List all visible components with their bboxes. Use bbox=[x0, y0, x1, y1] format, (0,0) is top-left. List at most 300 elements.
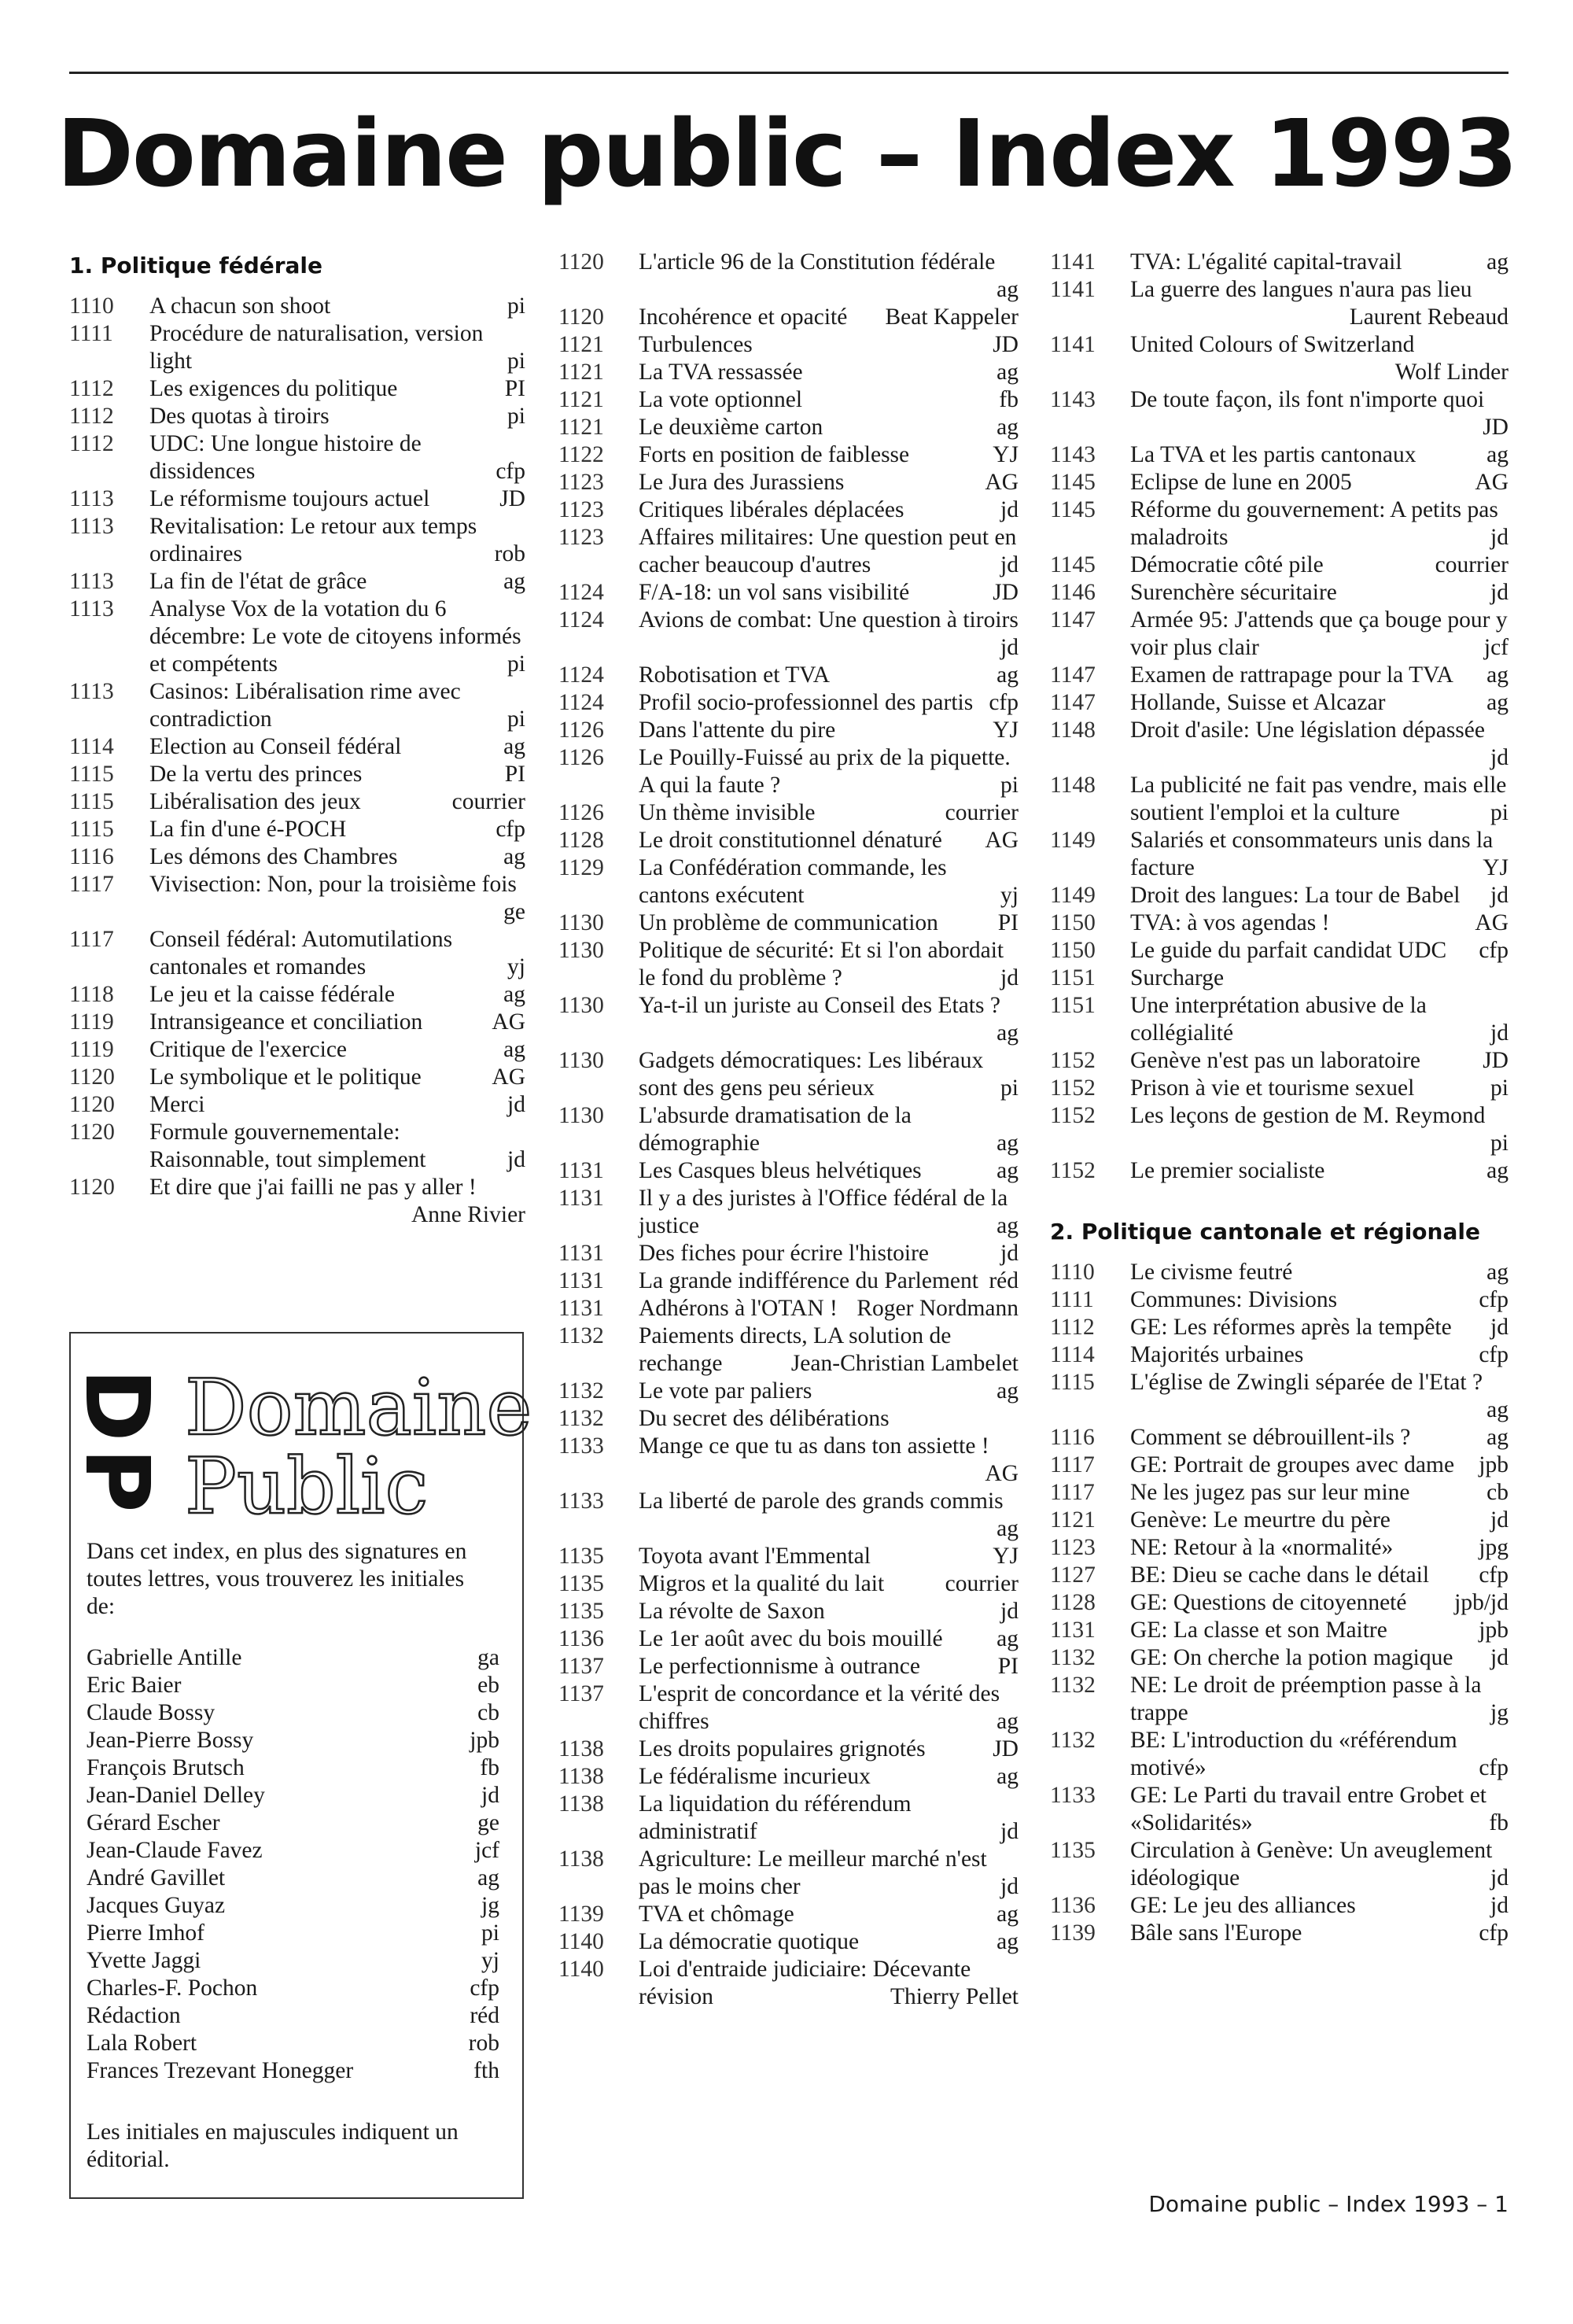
entry-body bbox=[1130, 689, 1509, 717]
entry-title: Mange ce que tu as dans ton assiette ! bbox=[639, 1433, 989, 1459]
entry-title: TVA: à vos agendas ! bbox=[1130, 910, 1330, 935]
entry-body bbox=[639, 441, 1019, 469]
entry-body bbox=[149, 1064, 525, 1091]
index-entry bbox=[1050, 1644, 1509, 1672]
entry-signature: jd bbox=[1490, 745, 1509, 770]
entry-signature: jd bbox=[1490, 580, 1509, 605]
entry-signature: ag bbox=[503, 734, 525, 759]
entry-signature: ag bbox=[996, 1902, 1019, 1927]
entry-signature: jd bbox=[1000, 1874, 1019, 1899]
index-entry bbox=[1050, 772, 1509, 827]
entry-body bbox=[639, 1157, 1019, 1185]
entry-signature: ag bbox=[996, 1764, 1019, 1789]
entry-title: Affaires militaires: Une question peut en cacher beaucoup d'autres bbox=[639, 525, 1017, 577]
entry-body bbox=[639, 1791, 1019, 1846]
issue-number: 1130 bbox=[558, 910, 604, 935]
issue-number: 1110 bbox=[1050, 1260, 1095, 1285]
entry-signature: pi bbox=[1490, 800, 1509, 825]
entry-body bbox=[639, 1240, 1019, 1267]
entry-title: La TVA et les partis cantonaux bbox=[1130, 442, 1416, 467]
entry-title: BE: Dieu se cache dans le détail bbox=[1130, 1562, 1430, 1588]
issue-number: 1148 bbox=[1050, 717, 1096, 743]
entry-body bbox=[1130, 1424, 1509, 1452]
issue-number: 1124 bbox=[558, 580, 604, 605]
entry-signature: yj bbox=[507, 954, 525, 979]
entry-body bbox=[639, 304, 1019, 331]
issue-number: 1152 bbox=[1050, 1048, 1096, 1073]
top-rule bbox=[69, 72, 1509, 74]
entry-signature: jd bbox=[1490, 1865, 1509, 1891]
entry-title: Hollande, Suisse et Alcazar bbox=[1130, 690, 1386, 715]
entry-title: Droit des langues: La tour de Babel bbox=[1130, 883, 1461, 908]
entry-title: GE: La classe et son Maitre bbox=[1130, 1618, 1387, 1643]
issue-number: 1126 bbox=[558, 717, 604, 743]
issue-number: 1115 bbox=[69, 817, 114, 842]
entry-signature: rob bbox=[494, 541, 525, 566]
index-entry bbox=[69, 1174, 525, 1229]
entry-title: Salariés et consommateurs unis dans la facture bbox=[1130, 828, 1494, 880]
entry-title: Des fiches pour écrire l'histoire bbox=[639, 1241, 930, 1266]
entry-title: Agriculture: Le meilleur marché n'est pas le moins cher bbox=[639, 1846, 987, 1899]
index-entry bbox=[1050, 1047, 1509, 1075]
entry-title: Merci bbox=[149, 1092, 205, 1117]
entry-body bbox=[1130, 827, 1509, 882]
entry-signature: ag bbox=[996, 1213, 1019, 1238]
entry-title: Surenchère sécuritaire bbox=[1130, 580, 1337, 605]
entry-body bbox=[1130, 1102, 1509, 1157]
index-entry bbox=[1050, 1589, 1509, 1617]
entry-body bbox=[639, 1102, 1019, 1157]
index-entry bbox=[69, 596, 525, 678]
entry-title: L'esprit de concordance et la vérité des chiffres bbox=[639, 1681, 1000, 1734]
index-entry bbox=[558, 1543, 1019, 1570]
entry-signature: jd bbox=[1490, 1645, 1509, 1670]
entry-title: Intransigeance et conciliation bbox=[149, 1009, 423, 1035]
entry-body bbox=[149, 816, 525, 843]
issue-number: 1141 bbox=[1050, 277, 1096, 302]
issue-number: 1127 bbox=[1050, 1562, 1096, 1588]
index-entry bbox=[558, 744, 1019, 799]
entry-body bbox=[1130, 496, 1509, 551]
entry-title: F/A-18: un vol sans visibilité bbox=[639, 580, 910, 605]
index-entry bbox=[1050, 1534, 1509, 1562]
entry-signature: cfp bbox=[989, 690, 1019, 715]
entry-title: Surcharge bbox=[1130, 965, 1225, 990]
entry-body bbox=[1130, 1920, 1509, 1947]
contributor-row bbox=[87, 2030, 499, 2057]
entry-body bbox=[1130, 772, 1509, 827]
index-entry bbox=[1050, 662, 1509, 689]
entry-signature: jd bbox=[1490, 1507, 1509, 1533]
entry-signature: jd bbox=[1000, 965, 1019, 990]
issue-number: 1147 bbox=[1050, 607, 1096, 633]
entry-title: Turbulences bbox=[639, 332, 753, 357]
index-entry bbox=[558, 1185, 1019, 1240]
entry-title: Genève: Le meurtre du père bbox=[1130, 1507, 1391, 1533]
index-entry bbox=[69, 430, 525, 485]
contributor-initials: pi bbox=[481, 1920, 499, 1946]
issue-number: 1123 bbox=[1050, 1535, 1096, 1560]
contributor-row bbox=[87, 2057, 499, 2085]
issue-number: 1115 bbox=[69, 789, 114, 814]
entry-title: La démocratie quotique bbox=[639, 1929, 860, 1954]
contributor-name: Jean-Claude Favez bbox=[87, 1838, 263, 1863]
index-entry bbox=[1050, 937, 1509, 965]
entry-title: La grande indifférence du Parlement bbox=[639, 1268, 978, 1293]
entry-title: Toyota avant l'Emmental bbox=[639, 1544, 871, 1569]
contributor-row bbox=[87, 1672, 499, 1699]
issue-number: 1130 bbox=[558, 1048, 604, 1073]
issue-number: 1120 bbox=[69, 1120, 115, 1145]
entry-signature: YJ bbox=[993, 442, 1019, 467]
entry-body bbox=[1130, 331, 1509, 386]
index-entry bbox=[69, 1064, 525, 1091]
index-entry bbox=[1050, 441, 1509, 469]
index-entry bbox=[1050, 1617, 1509, 1644]
index-entry bbox=[1050, 1341, 1509, 1369]
section-heading: 2. Politique cantonale et régionale bbox=[1050, 1219, 1480, 1245]
entry-title: Le fédéralisme incurieux bbox=[639, 1764, 871, 1789]
entry-signature: pi bbox=[1490, 1131, 1509, 1156]
index-entry bbox=[558, 1295, 1019, 1322]
entry-title: La TVA ressassée bbox=[639, 360, 803, 385]
issue-number: 1119 bbox=[69, 1037, 114, 1062]
entry-body bbox=[1130, 909, 1509, 937]
index-entry bbox=[558, 854, 1019, 909]
entry-title: Formule gouvernementale: Raisonnable, tout simplement bbox=[149, 1120, 426, 1172]
entry-title: Les exigences du politique bbox=[149, 376, 398, 401]
entry-title: Le premier socialiste bbox=[1130, 1158, 1325, 1183]
issue-number: 1145 bbox=[1050, 552, 1096, 577]
entry-title: Le civisme feutré bbox=[1130, 1260, 1293, 1285]
entry-body bbox=[149, 761, 525, 788]
entry-title: Prison à vie et tourisme sexuel bbox=[1130, 1075, 1415, 1101]
entry-signature: JD bbox=[993, 1736, 1019, 1761]
entry-signature: Jean-Christian Lambelet bbox=[790, 1351, 1019, 1376]
entry-signature: YJ bbox=[993, 717, 1019, 743]
index-entry bbox=[558, 1047, 1019, 1102]
entry-signature: courrier bbox=[945, 800, 1019, 825]
issue-number: 1116 bbox=[69, 844, 114, 869]
contributor-name: Gérard Escher bbox=[87, 1810, 220, 1835]
issue-number: 1120 bbox=[69, 1175, 115, 1200]
entry-body bbox=[1130, 1534, 1509, 1562]
entry-title: A chacun son shoot bbox=[149, 293, 331, 319]
entry-title: La Confédération commande, les cantons exécutent bbox=[639, 855, 947, 908]
issue-number: 1146 bbox=[1050, 580, 1096, 605]
entry-title: Casinos: Libéralisation rime avec contradiction bbox=[149, 679, 461, 732]
entry-signature: jd bbox=[1000, 1819, 1019, 1844]
issue-number: 1120 bbox=[69, 1064, 115, 1090]
index-entry bbox=[1050, 1479, 1509, 1507]
index-entry bbox=[1050, 1424, 1509, 1452]
issue-number: 1138 bbox=[558, 1791, 604, 1817]
entry-title: Majorités urbaines bbox=[1130, 1342, 1304, 1367]
index-entry bbox=[558, 1322, 1019, 1378]
entry-title: Droit d'asile: Une législation dépassée bbox=[1130, 717, 1485, 743]
entry-signature: ag bbox=[996, 1516, 1019, 1541]
issue-number: 1138 bbox=[558, 1846, 604, 1872]
issue-number: 1140 bbox=[558, 1929, 604, 1954]
entry-title: UDC: Une longue histoire de dissidences bbox=[149, 431, 422, 484]
entry-signature: AG bbox=[985, 470, 1019, 495]
index-entry bbox=[1050, 689, 1509, 717]
issue-number: 1124 bbox=[558, 662, 604, 688]
entry-body bbox=[149, 375, 525, 403]
entry-body bbox=[1130, 276, 1509, 331]
entry-signature: fb bbox=[999, 387, 1019, 412]
entry-signature: jd bbox=[1000, 552, 1019, 577]
entry-body bbox=[149, 871, 525, 926]
entry-title: Le Jura des Jurassiens bbox=[639, 470, 845, 495]
issue-number: 1149 bbox=[1050, 828, 1096, 853]
issue-number: 1113 bbox=[69, 514, 114, 539]
entry-body bbox=[639, 359, 1019, 386]
page-title: Domaine public – Index 1993 bbox=[56, 99, 1517, 208]
entry-title: La révolte de Saxon bbox=[639, 1599, 825, 1624]
issue-number: 1112 bbox=[69, 431, 114, 456]
index-entry bbox=[558, 1763, 1019, 1791]
index-entry bbox=[558, 441, 1019, 469]
index-entry bbox=[1050, 249, 1509, 276]
entry-body bbox=[1130, 386, 1509, 441]
entry-signature: cfp bbox=[1479, 938, 1509, 963]
entry-body bbox=[1130, 965, 1509, 992]
index-entry bbox=[558, 524, 1019, 579]
contributor-initials: ag bbox=[477, 1865, 499, 1891]
entry-body bbox=[149, 320, 525, 375]
index-entry bbox=[558, 689, 1019, 717]
entry-body bbox=[639, 331, 1019, 359]
entry-body bbox=[639, 1736, 1019, 1763]
contributors-box bbox=[65, 1332, 532, 2199]
entry-signature: ag bbox=[503, 982, 525, 1007]
section-heading: 1. Politique fédérale bbox=[69, 253, 323, 279]
index-entry bbox=[1050, 1075, 1509, 1102]
issue-number: 1143 bbox=[1050, 442, 1096, 467]
issue-number: 1152 bbox=[1050, 1103, 1096, 1128]
entry-signature: PI bbox=[504, 762, 525, 787]
entry-title: NE: Retour à la «normalité» bbox=[1130, 1535, 1394, 1560]
issue-number: 1136 bbox=[558, 1626, 604, 1651]
entry-title: De toute façon, ils font n'importe quoi bbox=[1130, 387, 1485, 412]
entry-title: Genève n'est pas un laboratoire bbox=[1130, 1048, 1421, 1073]
issue-number: 1137 bbox=[558, 1654, 604, 1679]
contributor-name: André Gavillet bbox=[87, 1865, 226, 1891]
entry-body bbox=[639, 1488, 1019, 1543]
issue-number: 1112 bbox=[69, 376, 114, 401]
issue-number: 1141 bbox=[1050, 332, 1096, 357]
index-entry bbox=[558, 1102, 1019, 1157]
issue-number: 1139 bbox=[558, 1902, 604, 1927]
entry-body bbox=[639, 689, 1019, 717]
contributor-name: Jacques Guyaz bbox=[87, 1893, 226, 1918]
entry-title: Armée 95: J'attends que ça bouge pour y voir plus clair bbox=[1130, 607, 1508, 660]
contributor-row bbox=[87, 1892, 499, 1920]
index-entry bbox=[1050, 1562, 1509, 1589]
contributor-initials: jg bbox=[481, 1893, 499, 1918]
entry-title: Communes: Divisions bbox=[1130, 1287, 1338, 1312]
entry-signature: jpg bbox=[1479, 1535, 1509, 1560]
issue-number: 1151 bbox=[1050, 965, 1096, 990]
entry-signature: AG bbox=[492, 1009, 525, 1035]
issue-number: 1141 bbox=[1050, 249, 1096, 275]
issue-number: 1138 bbox=[558, 1736, 604, 1761]
entry-title: TVA: L'égalité capital-travail bbox=[1130, 249, 1402, 275]
entry-signature: pi bbox=[507, 706, 525, 732]
contributor-initials: fth bbox=[473, 2058, 499, 2083]
entry-title: Le 1er août avec du bois mouillé bbox=[639, 1626, 943, 1651]
entry-body bbox=[1130, 551, 1509, 579]
entry-signature: AG bbox=[1475, 910, 1509, 935]
issue-number: 1115 bbox=[69, 762, 114, 787]
entry-body bbox=[149, 430, 525, 485]
entry-body bbox=[639, 1653, 1019, 1680]
entry-body bbox=[639, 799, 1019, 827]
issue-number: 1118 bbox=[69, 982, 114, 1007]
entry-signature: pi bbox=[1490, 1075, 1509, 1101]
entry-body bbox=[1130, 1047, 1509, 1075]
entry-body bbox=[639, 1598, 1019, 1625]
entry-body bbox=[1130, 1672, 1509, 1727]
entry-signature: cfp bbox=[495, 459, 525, 484]
issue-number: 1123 bbox=[558, 470, 604, 495]
issue-number: 1115 bbox=[1050, 1370, 1095, 1395]
issue-number: 1132 bbox=[558, 1378, 604, 1404]
entry-title: Le guide du parfait candidat UDC bbox=[1130, 938, 1447, 963]
entry-body bbox=[639, 1543, 1019, 1570]
entry-signature: cfp bbox=[1479, 1342, 1509, 1367]
index-entry bbox=[558, 469, 1019, 496]
issue-number: 1123 bbox=[558, 525, 604, 550]
index-entry bbox=[1050, 1314, 1509, 1341]
issue-number: 1112 bbox=[69, 404, 114, 429]
contributor-row bbox=[87, 1837, 499, 1865]
entry-signature: jd bbox=[1490, 883, 1509, 908]
contributor-initials: fb bbox=[480, 1755, 499, 1780]
entry-title: GE: Les réformes après la tempête bbox=[1130, 1315, 1452, 1340]
index-entry bbox=[69, 843, 525, 871]
entry-signature: ag bbox=[1486, 662, 1509, 688]
entry-title: Avions de combat: Une question à tiroirs bbox=[639, 607, 1019, 633]
entry-body bbox=[639, 744, 1019, 799]
contributor-row bbox=[87, 2002, 499, 2030]
entry-title: La liberté de parole des grands commis bbox=[639, 1488, 1004, 1514]
entry-signature: ag bbox=[1486, 1158, 1509, 1183]
index-entry bbox=[1050, 386, 1509, 441]
issue-number: 1147 bbox=[1050, 662, 1096, 688]
entry-title: L'église de Zwingli séparée de l'Etat ? bbox=[1130, 1370, 1483, 1395]
entry-signature: réd bbox=[989, 1268, 1019, 1293]
entry-signature: cfp bbox=[1479, 1755, 1509, 1780]
entry-body bbox=[639, 1433, 1019, 1488]
entry-title: Conseil fédéral: Automutilations cantonales et romandes bbox=[149, 927, 453, 979]
entry-body bbox=[639, 1901, 1019, 1928]
entry-body bbox=[639, 386, 1019, 414]
index-entry bbox=[558, 1956, 1019, 2011]
entry-body bbox=[639, 909, 1019, 937]
issue-number: 1111 bbox=[69, 321, 113, 346]
issue-number: 1131 bbox=[558, 1296, 604, 1321]
entry-body bbox=[639, 717, 1019, 744]
entry-title: Critique de l'exercice bbox=[149, 1037, 348, 1062]
issue-number: 1149 bbox=[1050, 883, 1096, 908]
index-entry bbox=[69, 981, 525, 1009]
issue-number: 1120 bbox=[558, 304, 604, 330]
entry-body bbox=[1130, 441, 1509, 469]
index-entry bbox=[558, 1791, 1019, 1846]
contributor-row bbox=[87, 1644, 499, 1672]
issue-number: 1152 bbox=[1050, 1158, 1096, 1183]
entry-title: Le symbolique et le politique bbox=[149, 1064, 422, 1090]
entry-signature: Roger Nordmann bbox=[856, 1296, 1019, 1321]
entry-signature: jd bbox=[1000, 635, 1019, 660]
index-entry bbox=[1050, 717, 1509, 772]
index-entry bbox=[558, 579, 1019, 607]
entry-title: Le perfectionnisme à outrance bbox=[639, 1654, 920, 1679]
index-entry bbox=[1050, 579, 1509, 607]
entry-signature: Wolf Linder bbox=[1394, 360, 1509, 385]
entry-body bbox=[149, 733, 525, 761]
entry-title: Ne les jugez pas sur leur mine bbox=[1130, 1480, 1410, 1505]
issue-number: 1119 bbox=[69, 1009, 114, 1035]
index-entry bbox=[558, 992, 1019, 1047]
entry-body bbox=[639, 1047, 1019, 1102]
entry-signature: AG bbox=[985, 828, 1019, 853]
entry-body bbox=[149, 981, 525, 1009]
column-2 bbox=[558, 249, 1019, 2011]
index-entry bbox=[1050, 1892, 1509, 1920]
index-entry bbox=[558, 1405, 1019, 1433]
entry-signature: courrier bbox=[945, 1571, 1019, 1596]
index-entry bbox=[558, 1570, 1019, 1598]
contributor-initials: jpb bbox=[470, 1728, 499, 1753]
entry-body bbox=[1130, 662, 1509, 689]
entry-title: La fin d'une é-POCH bbox=[149, 817, 347, 842]
entry-body bbox=[1130, 1589, 1509, 1617]
entry-title: Election au Conseil fédéral bbox=[149, 734, 402, 759]
issue-number: 1145 bbox=[1050, 470, 1096, 495]
issue-number: 1123 bbox=[558, 497, 604, 522]
index-entry bbox=[558, 1653, 1019, 1680]
entry-signature: courrier bbox=[1435, 552, 1509, 577]
index-entry bbox=[1050, 1727, 1509, 1782]
entry-signature: Laurent Rebeaud bbox=[1349, 304, 1509, 330]
entry-title: La guerre des langues n'aura pas lieu bbox=[1130, 277, 1472, 302]
issue-number: 1114 bbox=[1050, 1342, 1095, 1367]
issue-number: 1120 bbox=[69, 1092, 115, 1117]
contributor-initials: eb bbox=[477, 1673, 499, 1698]
entry-body bbox=[149, 1174, 525, 1229]
entry-title: Le deuxième carton bbox=[639, 415, 823, 440]
entry-title: Migros et la qualité du lait bbox=[639, 1571, 885, 1596]
issue-number: 1132 bbox=[1050, 1728, 1096, 1753]
index-entry bbox=[69, 816, 525, 843]
contributor-row bbox=[87, 1699, 499, 1727]
contributor-row bbox=[87, 1975, 499, 2002]
index-entry bbox=[558, 1598, 1019, 1625]
entry-signature: ag bbox=[996, 662, 1019, 688]
entry-body bbox=[639, 1570, 1019, 1598]
entry-signature: ag bbox=[1486, 1425, 1509, 1450]
issue-number: 1121 bbox=[558, 415, 604, 440]
index-entry bbox=[1050, 1672, 1509, 1727]
contributor-row bbox=[87, 1754, 499, 1782]
index-entry bbox=[1050, 469, 1509, 496]
entry-title: Le Pouilly-Fuissé au prix de la piquette. A qui la faute ? bbox=[639, 745, 1011, 798]
entry-body bbox=[1130, 1452, 1509, 1479]
entry-body bbox=[1130, 882, 1509, 909]
